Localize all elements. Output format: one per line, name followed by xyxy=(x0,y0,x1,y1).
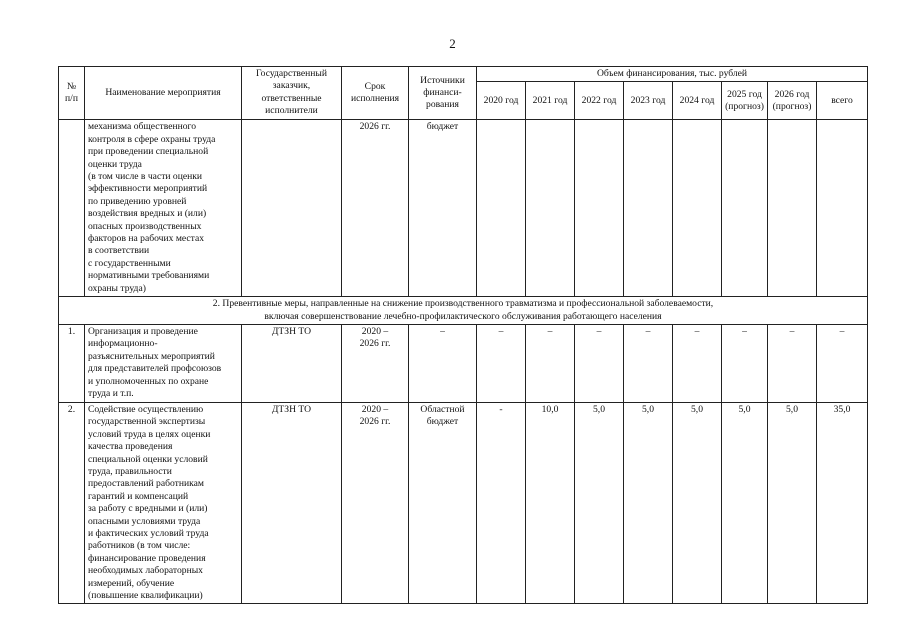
header-year-2021: 2021 год xyxy=(526,82,575,120)
header-total: всего xyxy=(817,82,868,120)
header-customer: Государственный заказчик, ответственные исполнители xyxy=(242,67,342,120)
section-row xyxy=(59,297,868,325)
row-num: 2. xyxy=(59,402,85,604)
table-row xyxy=(59,324,868,402)
row-value: – xyxy=(477,324,526,402)
row-value: - xyxy=(477,402,526,604)
row-name: Организация и проведение информационно- разъяснительных мероприятий для представителей профсоюзов и уполномоченных по охране труда и т.п. xyxy=(85,324,242,402)
header-sources: Источники финанси- рования xyxy=(409,67,477,120)
header-year-2023: 2023 год xyxy=(624,82,673,120)
row-value: – xyxy=(526,324,575,402)
row-term: 2020 – 2026 гг. xyxy=(342,324,409,402)
row-name: Содействие осуществлению государственной экспертизы условий труда в целях оценки качества проведения специальной оценки условий труда, правильности предоставлений работникам гарантий и компенсаций за работу с вредными и (или) опасными условиями труда и фактических условий труда работников (в том числе: финансирование проведения необходимых лабораторных измерений, обучение (повышение квалификации) xyxy=(85,402,242,604)
row-value: 10,0 xyxy=(526,402,575,604)
header-num: № п/п xyxy=(59,67,85,120)
row-value: – xyxy=(817,324,868,402)
header-year-2025: 2025 год (прогноз) xyxy=(722,82,768,120)
row-customer: ДТЗН ТО xyxy=(242,402,342,604)
row-value: 5,0 xyxy=(673,402,722,604)
row-value: – xyxy=(722,324,768,402)
row-value: 5,0 xyxy=(768,402,817,604)
header-volume: Объем финансирования, тыс. рублей xyxy=(477,67,868,82)
row-term: 2020 – 2026 гг. xyxy=(342,402,409,604)
row-name: механизма общественного контроля в сфере охраны труда при проведении специальной оценки труда (в том числе в части оценки эффективности мероприятий по приведению уровней воздействия вредных и (или) опасных производственных факторов на рабочих местах в соответствии с государственными нормативными требованиями охраны труда) xyxy=(85,120,242,297)
row-term: 2026 гг. xyxy=(342,120,409,297)
header-year-2024: 2024 год xyxy=(673,82,722,120)
table-row xyxy=(59,120,868,297)
row-source: Областной бюджет xyxy=(409,402,477,604)
header-name: Наименование мероприятия xyxy=(85,67,242,120)
row-value: – xyxy=(768,324,817,402)
row-customer: ДТЗН ТО xyxy=(242,324,342,402)
header-year-2022: 2022 год xyxy=(575,82,624,120)
table-row xyxy=(59,402,868,604)
row-value: – xyxy=(624,324,673,402)
section-title: 2. Превентивные меры, направленные на снижение производственного травматизма и профессиональной заболеваемости, включая совершенствование лечебно-профилактического обслуживания работающего населения xyxy=(59,297,868,325)
row-value: – xyxy=(575,324,624,402)
header-year-2020: 2020 год xyxy=(477,82,526,120)
row-value: 5,0 xyxy=(624,402,673,604)
row-num: 1. xyxy=(59,324,85,402)
page-number: 2 xyxy=(449,36,456,51)
financing-table xyxy=(58,66,868,604)
row-source: бюджет xyxy=(409,120,477,297)
row-value: 5,0 xyxy=(722,402,768,604)
header-year-2026: 2026 год (прогноз) xyxy=(768,82,817,120)
row-source: – xyxy=(409,324,477,402)
row-value: 35,0 xyxy=(817,402,868,604)
header-term: Срок исполнения xyxy=(342,67,409,120)
row-value: 5,0 xyxy=(575,402,624,604)
row-value: – xyxy=(673,324,722,402)
